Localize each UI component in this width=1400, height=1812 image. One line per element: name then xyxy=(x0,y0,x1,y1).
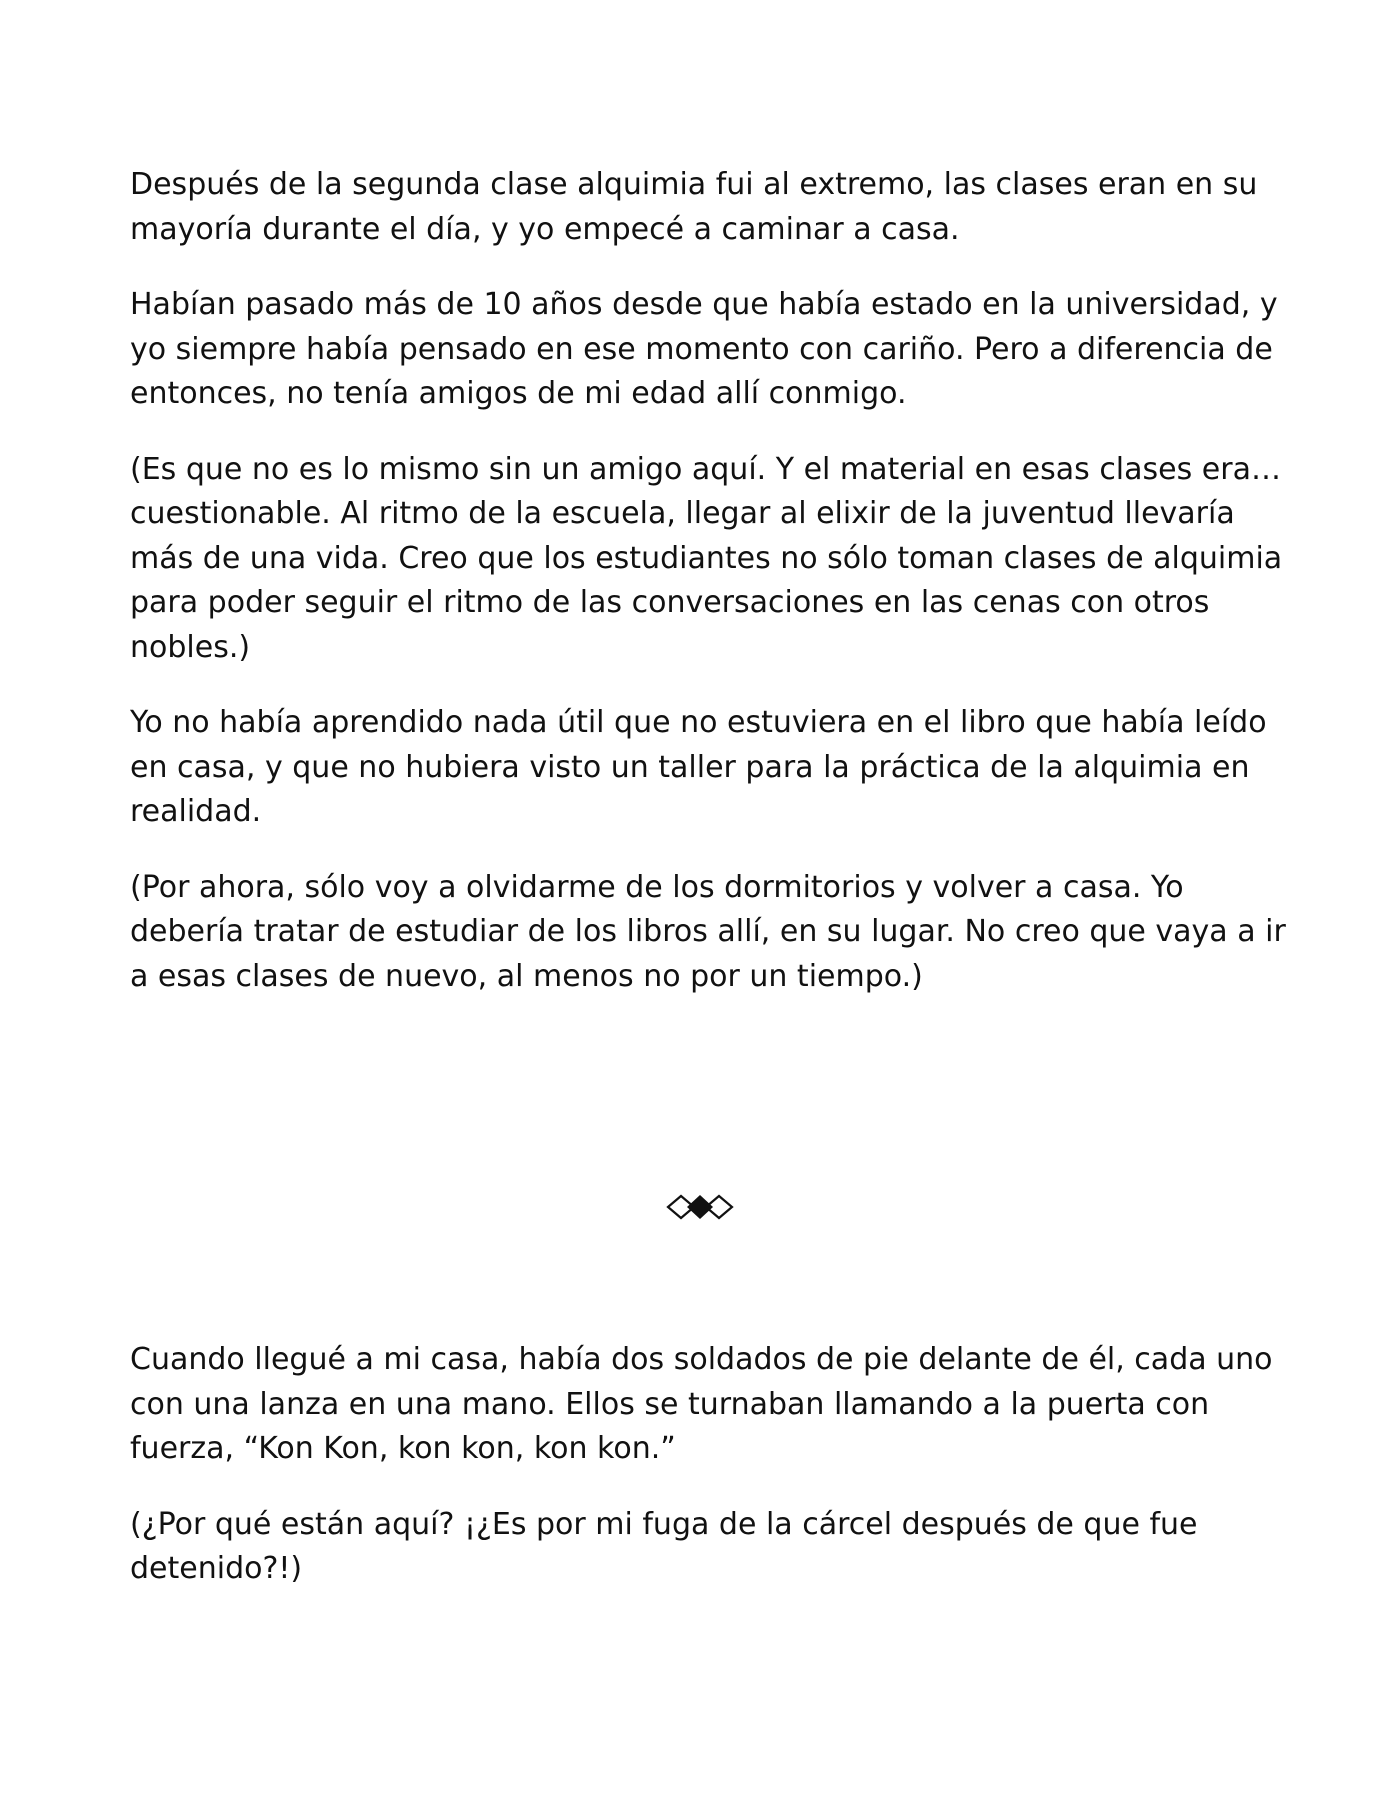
paragraph: (¿Por qué están aquí? ¡¿Es por mi fuga de la cárcel después de que fue detenido?!) xyxy=(130,1506,1198,1586)
text-section-after-break xyxy=(130,1338,1290,1592)
text-section-before-break xyxy=(130,163,1290,999)
paragraph: Cuando llegué a mi casa, había dos soldados de pie delante de él, cada uno con una lanza en una mano. Ellos se turnaban llamando a la puerta con fuerza, “Kon Kon, kon kon, kon kon.” xyxy=(130,1342,1273,1466)
diamond-ornament-icon xyxy=(650,1192,750,1222)
paragraph: Después de la segunda clase alquimia fui al extremo, las clases eran en su mayoría durante el día, y yo empecé a caminar a casa. xyxy=(130,167,1258,247)
paragraph: (Por ahora, sólo voy a olvidarme de los dormitorios y volver a casa. Yo debería tratar de estudiar de los libros allí, en su lugar. No creo que vaya a ir a esas clases de nuevo, al menos no por un tiempo.) xyxy=(130,869,1286,994)
paragraph: Habían pasado más de 10 años desde que había estado en la universidad, y yo siempre había pensado en ese momento con cariño. Pero a diferencia de entonces, no tenía amigos de mi edad allí conmigo. xyxy=(130,287,1278,411)
paragraph: Yo no había aprendido nada útil que no estuviera en el libro que había leído en casa, y que no hubiera visto un taller para la práctica de la alquimia en realidad. xyxy=(130,705,1267,829)
paragraph: (Es que no es lo mismo sin un amigo aquí. Y el material en esas clases era… cuestionable. Al ritmo de la escuela, llegar al elixir de la juventud llevaría más de una vida. Creo que los estudiantes no sólo toman clases de alquimia para poder seguir el ritmo de las conversaciones en las cenas con otros nobles.) xyxy=(130,451,1283,665)
